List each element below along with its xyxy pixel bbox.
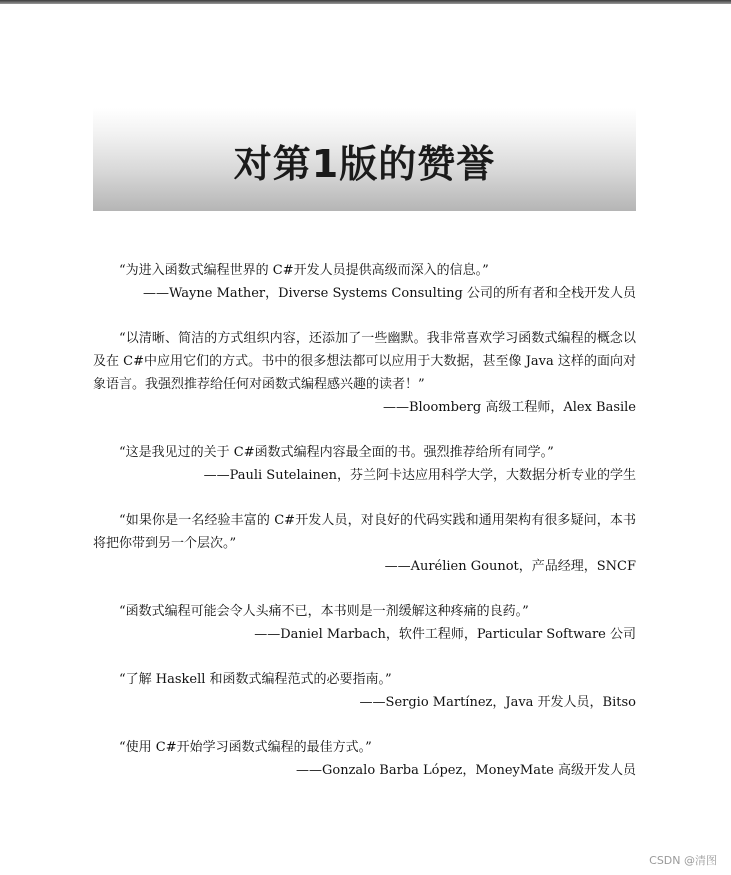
quote-text: “以清晰、简洁的方式组织内容，还添加了一些幽默。我非常喜欢学习函数式编程的概念以及在 C#中应用它们的方式。书中的很多想法都可以应用于大数据，甚至像 Java 这样的面向对象语言。我强烈推荐给任何对函数式编程感兴趣的读者！” bbox=[93, 331, 636, 392]
quote-attribution: ——Gonzalo Barba López，MoneyMate 高级开发人员 bbox=[295, 763, 636, 778]
quote-attribution: ——Bloomberg 高级工程师，Alex Basile bbox=[382, 400, 636, 415]
quote-item bbox=[93, 259, 636, 305]
quote-text: “如果你是一名经验丰富的 C#开发人员，对良好的代码实践和通用架构有很多疑问，本书将把你带到另一个层次。” bbox=[93, 513, 636, 551]
quote-item bbox=[93, 668, 636, 714]
quote-attribution: ——Pauli Sutelainen，芬兰阿卡达应用科学大学，大数据分析专业的学生 bbox=[203, 468, 636, 483]
title-banner bbox=[93, 108, 636, 211]
watermark: CSDN @清图 bbox=[649, 854, 717, 867]
quote-text: “了解 Haskell 和函数式编程范式的必要指南。” bbox=[119, 672, 392, 687]
quote-text: “使用 C#开始学习函数式编程的最佳方式。” bbox=[119, 740, 372, 755]
quote-item bbox=[93, 327, 636, 419]
quote-item bbox=[93, 736, 636, 782]
quote-text: “为进入函数式编程世界的 C#开发人员提供高级而深入的信息。” bbox=[119, 263, 489, 278]
quote-attribution: ——Wayne Mather，Diverse Systems Consulting 公司的所有者和全栈开发人员 bbox=[143, 286, 636, 301]
quotes-list bbox=[93, 259, 636, 804]
quote-attribution: ——Aurélien Gounot，产品经理，SNCF bbox=[384, 559, 636, 574]
quote-item bbox=[93, 441, 636, 487]
quote-attribution: ——Sergio Martínez，Java 开发人员，Bitso bbox=[359, 695, 636, 710]
page-title: 对第1版的赞誉 bbox=[233, 142, 496, 186]
quote-attribution: ——Daniel Marbach，软件工程师，Particular Software 公司 bbox=[254, 627, 636, 642]
quote-text: “函数式编程可能会令人头痛不已，本书则是一剂缓解这种疼痛的良药。” bbox=[119, 604, 529, 619]
quote-text: “这是我见过的关于 C#函数式编程内容最全面的书。强烈推荐给所有同学。” bbox=[119, 445, 554, 460]
quote-item bbox=[93, 509, 636, 578]
top-border bbox=[0, 0, 731, 4]
quote-item bbox=[93, 600, 636, 646]
